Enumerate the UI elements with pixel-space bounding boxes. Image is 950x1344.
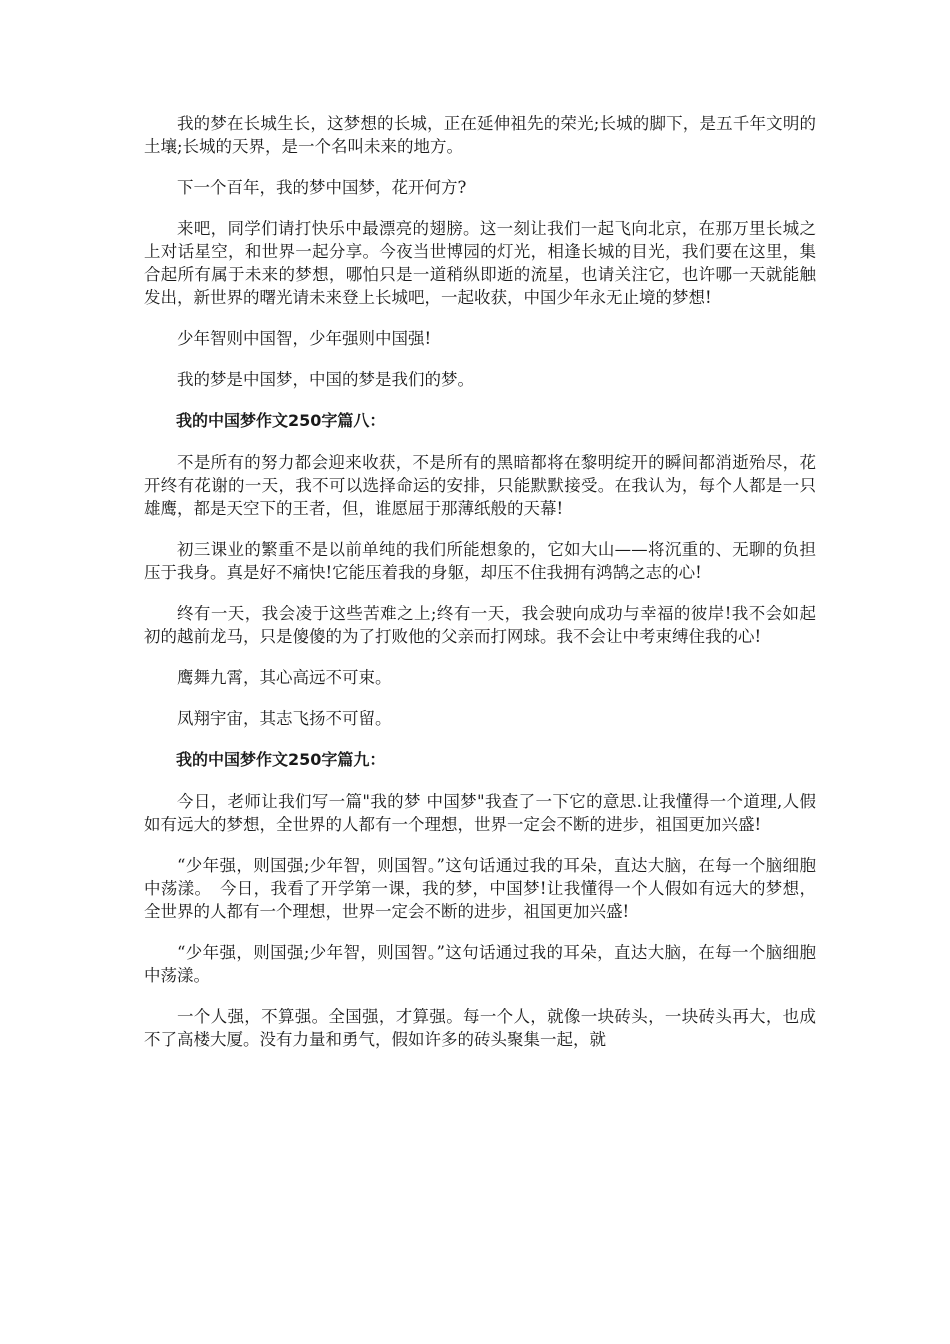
paragraph: “少年强，则国强;少年智，则国智。”这句话通过我的耳朵，直达大脑，在每一个脑细胞中荡漾。 今日，我看了开学第一课，我的梦，中国梦!让我懂得一个人假如有远大的梦想，全世界的人都有一个理想，世界一定会不断的进步，祖国更加兴盛! [144,856,816,921]
paragraph: 我的梦是中国梦，中国的梦是我们的梦。 [177,370,474,389]
paragraph: 少年智则中国智，少年强则中国强! [177,329,432,348]
document-page [144,112,816,1069]
section-heading: 我的中国梦作文250字篇九： [176,750,386,769]
paragraph: 凤翔宇宙，其志飞扬不可留。 [177,709,392,728]
paragraph: 不是所有的努力都会迎来收获，不是所有的黑暗都将在黎明绽开的瞬间都消逝殆尽，花开终有花谢的一天，我不可以选择命运的安排，只能默默接受。在我认为，每个人都是一只雄鹰，都是天空下的王者，但，谁愿屈于那薄纸般的天幕! [144,453,816,518]
paragraph: 我的梦在长城生长，这梦想的长城，正在延伸祖先的荣光;长城的脚下，是五千年文明的土壤;长城的天界，是一个名叫未来的地方。 [144,114,816,156]
paragraph: 来吧，同学们请打快乐中最漂亮的翅膀。这一刻让我们一起飞向北京，在那万里长城之上对话星空，和世界一起分享。今夜当世博园的灯光，相逢长城的目光，我们要在这里，集合起所有属于未来的梦想，哪怕只是一道稍纵即逝的流星，也请关注它，也许哪一天就能触发出，新世界的曙光请未来登上长城吧，一起收获，中国少年永无止境的梦想! [144,219,816,307]
paragraph: 鹰舞九霄，其心高远不可束。 [177,668,392,687]
paragraph: 下一个百年，我的梦中国梦，花开何方? [177,178,467,197]
paragraph: 初三课业的繁重不是以前单纯的我们所能想象的，它如大山——将沉重的、无聊的负担压于我身。真是好不痛快!它能压着我的身躯，却压不住我拥有鸿鹄之志的心! [144,540,816,582]
paragraph: 今日，老师让我们写一篇"我的梦 中国梦"我查了一下它的意思.让我懂得一个道理,人假如有远大的梦想，全世界的人都有一个理想，世界一定会不断的进步，祖国更加兴盛! [144,792,816,834]
section-heading: 我的中国梦作文250字篇八： [176,411,386,430]
paragraph: “少年强，则国强;少年智，则国智。”这句话通过我的耳朵，直达大脑，在每一个脑细胞中荡漾。 [144,943,816,985]
paragraph: 一个人强，不算强。全国强，才算强。每一个人，就像一块砖头，一块砖头再大，也成不了高楼大厦。没有力量和勇气，假如许多的砖头聚集一起，就 [144,1007,816,1049]
paragraph: 终有一天，我会凌于这些苦难之上;终有一天，我会驶向成功与幸福的彼岸!我不会如起初的越前龙马，只是傻傻的为了打败他的父亲而打网球。我不会让中考束缚住我的心! [144,604,816,646]
